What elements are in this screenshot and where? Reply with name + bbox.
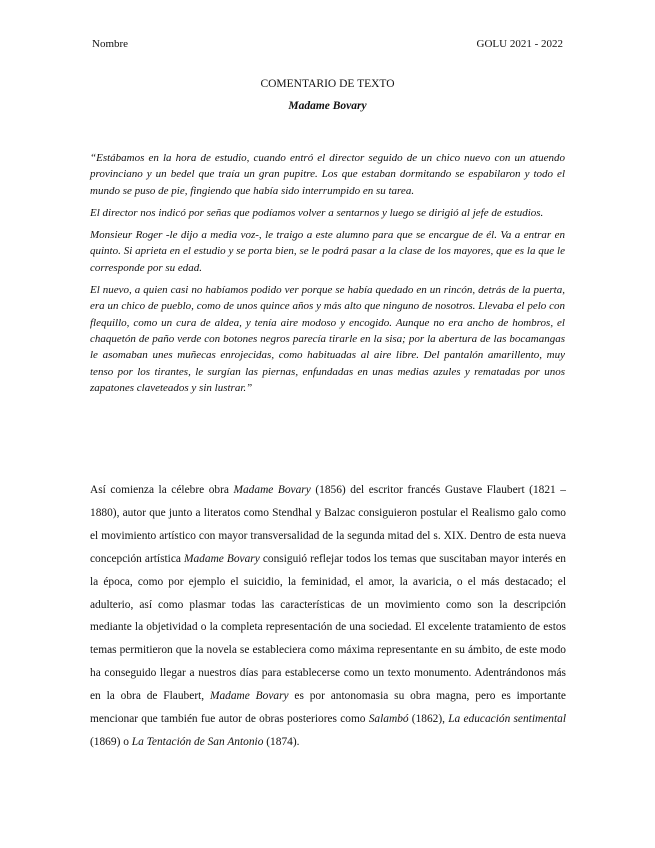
commentary-text: (1874). <box>263 735 300 748</box>
quoted-excerpt <box>90 150 565 402</box>
quote-paragraph-4: El nuevo, a quien casi no habíamos podido ver porque se había quedado en un rincón, detrás de la puerta, era un chico de pueblo, como de unos quince años y más alto que ninguno de nosotros. Llevaba el pelo con flequillo, como un cura de aldea, y tenía aire modoso y encogido. Aunque no era ancho de hombros, el chaquetón de paño verde con botones negros parecía tirarle en la sisa; por la abertura de las bocamangas le asomaban unes muñecas enrojecidas, como habituadas al aire libre. Del pantalón amarillento, muy tenso por los tirantes, le surgían las piernas, enfundadas en unas medias azules y rematadas por unos zapatones claveteados y sin lustrar.” <box>90 284 565 394</box>
commentary-text: consiguió reflejar todos los temas que suscitaban mayor interés en la época, como por ejemplo el suicidio, la feminidad, el amor, la avaricia, o el más destacado; el adulterio, así como plasmar todas las características de un movimiento como son la descripción mediante la objetividad o la completa representación de una sociedad. El excelente tratamiento de estos temas permitieron que la novela se estableciera como máxima representante en su ámbito, de este modo ha conseguido llegar a nuestros días para establecerse como un texto monumento. Adentrándonos más en la obra de Flaubert, <box>90 552 566 703</box>
work-title: La educación sentimental <box>448 713 566 726</box>
commentary-text: (1862), <box>408 713 449 726</box>
work-title: La Tentación de San Antonio <box>131 735 264 748</box>
header-name-label: Nombre <box>92 38 129 50</box>
quote-paragraph-2: El director nos indicó por señas que podíamos volver a sentarnos y luego se dirigió al jefe de estudios. <box>90 206 544 219</box>
quote-paragraph-1: “Estábamos en la hora de estudio, cuando entró el director seguido de un chico nuevo con un atuendo provinciano y un bedel que traía un gran pupitre. Los que estaban dormitando se espabilaron y todo el mundo se puso de pie, fingiendo que había sido interrumpido en su tarea. <box>90 152 565 197</box>
commentary-text: (1856) del escritor francés Gustave Flaubert (1821 – 1880), autor que junto a literatos como Stendhal y Balzac consiguieron postular el Realismo galo como el movimiento artístico con mayor transversalidad de la segunda mitad del s. XIX. Dentro de esta nueva concepción artística <box>90 484 566 565</box>
document-title: COMENTARIO DE TEXTO <box>260 78 395 90</box>
work-title: Madame Bovary <box>184 552 260 565</box>
commentary-text: Así comienza la célebre obra <box>90 484 234 496</box>
commentary-text: es por antonomasia su obra magna, pero es importante mencionar que también fue autor de obras posteriores como <box>90 690 566 726</box>
work-title: Salambó <box>368 713 409 726</box>
work-title: Madame Bovary <box>209 690 289 703</box>
commentary-paragraph <box>90 479 566 754</box>
work-title: Madame Bovary <box>233 484 311 496</box>
commentary-text: (1869) o <box>90 735 132 748</box>
quote-paragraph-3: Monsieur Roger -le dijo a media voz-, le traigo a este alumno para que se encargue de él. Va a entrar en quinto. Si aprieta en el estudio y se porta bien, se le podrá pasar a la clase de los mayores, que es la que le corresponde por su edad. <box>90 229 565 274</box>
header-course-label: GOLU 2021 - 2022 <box>476 38 563 50</box>
document-subtitle: Madame Bovary <box>288 100 367 112</box>
